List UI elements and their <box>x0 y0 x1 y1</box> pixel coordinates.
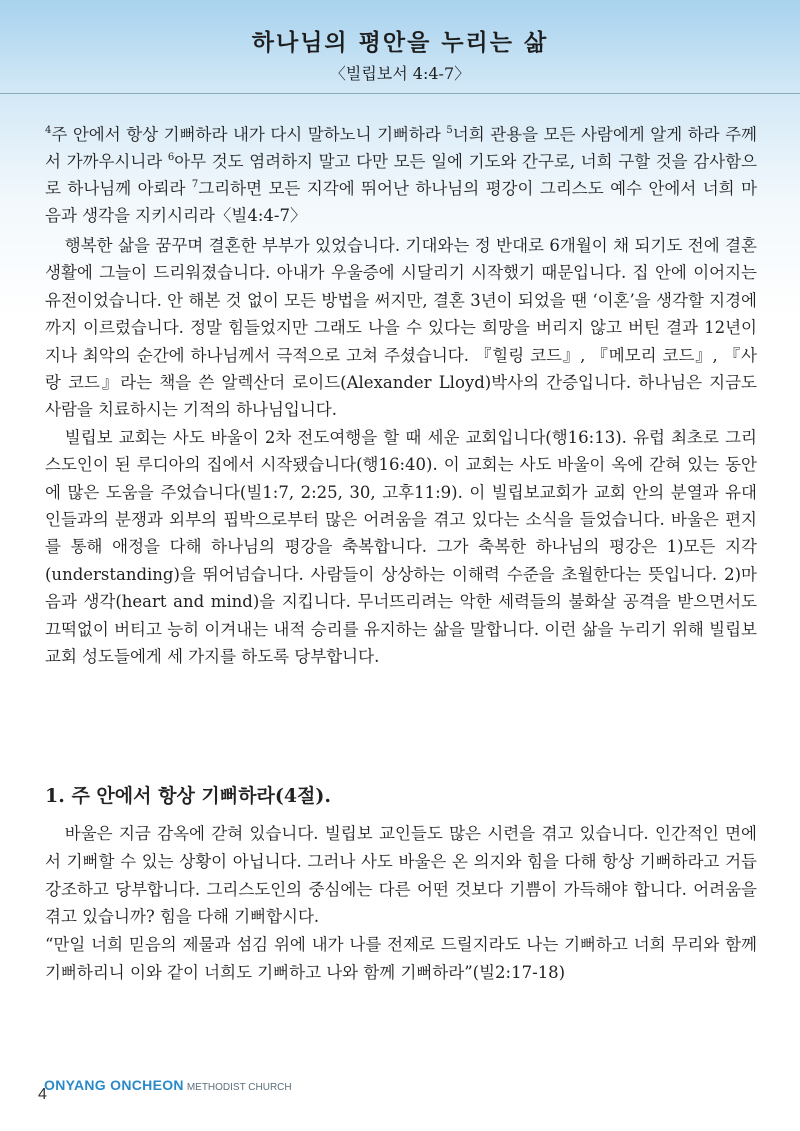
intro-paragraph-1: 행복한 삶을 꿈꾸며 결혼한 부부가 있었습니다. 기대와는 정 반대로 6개월이 채 되기도 전에 결혼생활에 그늘이 드리워졌습니다. 아내가 우울증에 시달리기 시작했기 때문입니다. 집 안에 이어지는 유전이었습니다. 안 해본 것 없이 모든 방법을 써지만, 결혼 3년이 되었을 땐 ‘이혼’을 생각할 지경에까지 이르렀습니다. 정말 힘들었지만 그래도 나을 수 있다는 희망을 버리지 않고 버틴 결과 12년이 지나 최악의 순간에 하나님께서 극적으로 고쳐 주셨습니다. 『힐링 코드』, 『메모리 코드』, 『사랑 코드』라는 책을 쓴 알렉산더 로이드(Alexander Lloyd)박사의 간증입니다. 하나님은 지금도 사람을 치료하시는 기적의 하나님입니다. <box>45 236 757 420</box>
verse-7-text: 그리하면 모든 지각에 뛰어난 하나님의 평강이 그리스도 예수 안에서 너희 마음과 생각을 지키시리라〈빌4:4-7〉 <box>45 179 758 225</box>
section-1-heading: 1. 주 안에서 항상 기뻐하라(4절). <box>45 785 332 807</box>
verse-number-7: 7 <box>191 179 199 190</box>
church-denomination: METHODIST CHURCH <box>186 1082 292 1093</box>
intro-paragraph-2: 빌립보 교회는 사도 바울이 2차 전도여행을 할 때 세운 교회입니다(행16:13). 유럽 최초로 그리스도인이 된 루디아의 집에서 시작됐습니다(행16:40). 이 교회는 사도 바울이 옥에 갇혀 있는 동안에 많은 도움을 주었습니다(빌1:7, 2:25, 30, 고후11:9). 이 빌립보교회가 교회 안의 분열과 유대인들과의 분쟁과 외부의 핍박으로부터 많은 어려움을 겪고 있다는 소식을 들었습니다. 바울은 편지를 통해 애정을 다해 하나님의 평강을 축복합니다. 그가 축복한 하나님의 평강은 1)모든 지각(understanding)을 뛰어넘습니다. 사람들이 상상하는 이해력 수준을 초월한다는 뜻입니다. 2)마음과 생각(heart and mind)을 지킵니다. 무너뜨리려는 악한 세력들의 불화살 공격을 받으면서도 끄떡없이 버티고 능히 이겨내는 내적 승리를 유지하는 삶을 말합니다. 이런 삶을 누리기 위해 빌립보 교회 성도들에게 세 가지를 하도록 당부합니다. <box>45 427 757 667</box>
verse-number-4: 4 <box>45 125 52 136</box>
scripture-reference: 〈빌립보서 4:4-7〉 <box>329 64 471 83</box>
page-title: 하나님의 평안을 누리는 삶 <box>251 29 549 56</box>
verse-5-text: 너희 관용을 모든 사람에게 알게 하라 주께서 가까우시니라 <box>45 125 757 171</box>
page-header <box>0 24 800 84</box>
section-1-paragraph: 바울은 지금 감옥에 갇혀 있습니다. 빌립보 교인들도 많은 시련을 겪고 있습니다. 인간적인 면에서 기뻐할 수 있는 상황이 아닙니다. 그러나 사도 바울은 온 의지와 힘을 다해 항상 기뻐하라고 거듭 강조하고 당부합니다. 그리스도인의 중심에는 다른 어떤 것보다 기쁨이 가득해야 합니다. 어려움을 겪고 있습니까? 힘을 다해 기뻐합시다. <box>45 824 757 927</box>
page-number: 4 <box>38 1086 47 1103</box>
verse-number-5: 5 <box>446 125 453 136</box>
sermon-intro <box>45 232 757 671</box>
section-1-body <box>45 820 757 987</box>
verse-4-text: 주 안에서 항상 기뻐하라 내가 다시 말하노니 기뻐하라 <box>51 125 447 144</box>
verse-6-text: 아무 것도 염려하지 말고 다만 모든 일에 기도와 간구로, 너희 구할 것을 감사함으로 하나님께 아뢰라 <box>45 152 757 198</box>
section-1-quote: “만일 너희 믿음의 제물과 섬김 위에 내가 나를 전제로 드릴지라도 나는 기뻐하고 너희 무리와 함께 기뻐하리니 이와 같이 너희도 기뻐하고 나와 함께 기뻐하라”(빌2:17-18) <box>45 935 757 982</box>
church-logo <box>44 1075 292 1094</box>
church-name: ONYANG ONCHEON <box>44 1077 184 1093</box>
header-divider <box>0 93 800 94</box>
scripture-passage <box>45 121 757 229</box>
verse-number-6: 6 <box>167 152 175 163</box>
